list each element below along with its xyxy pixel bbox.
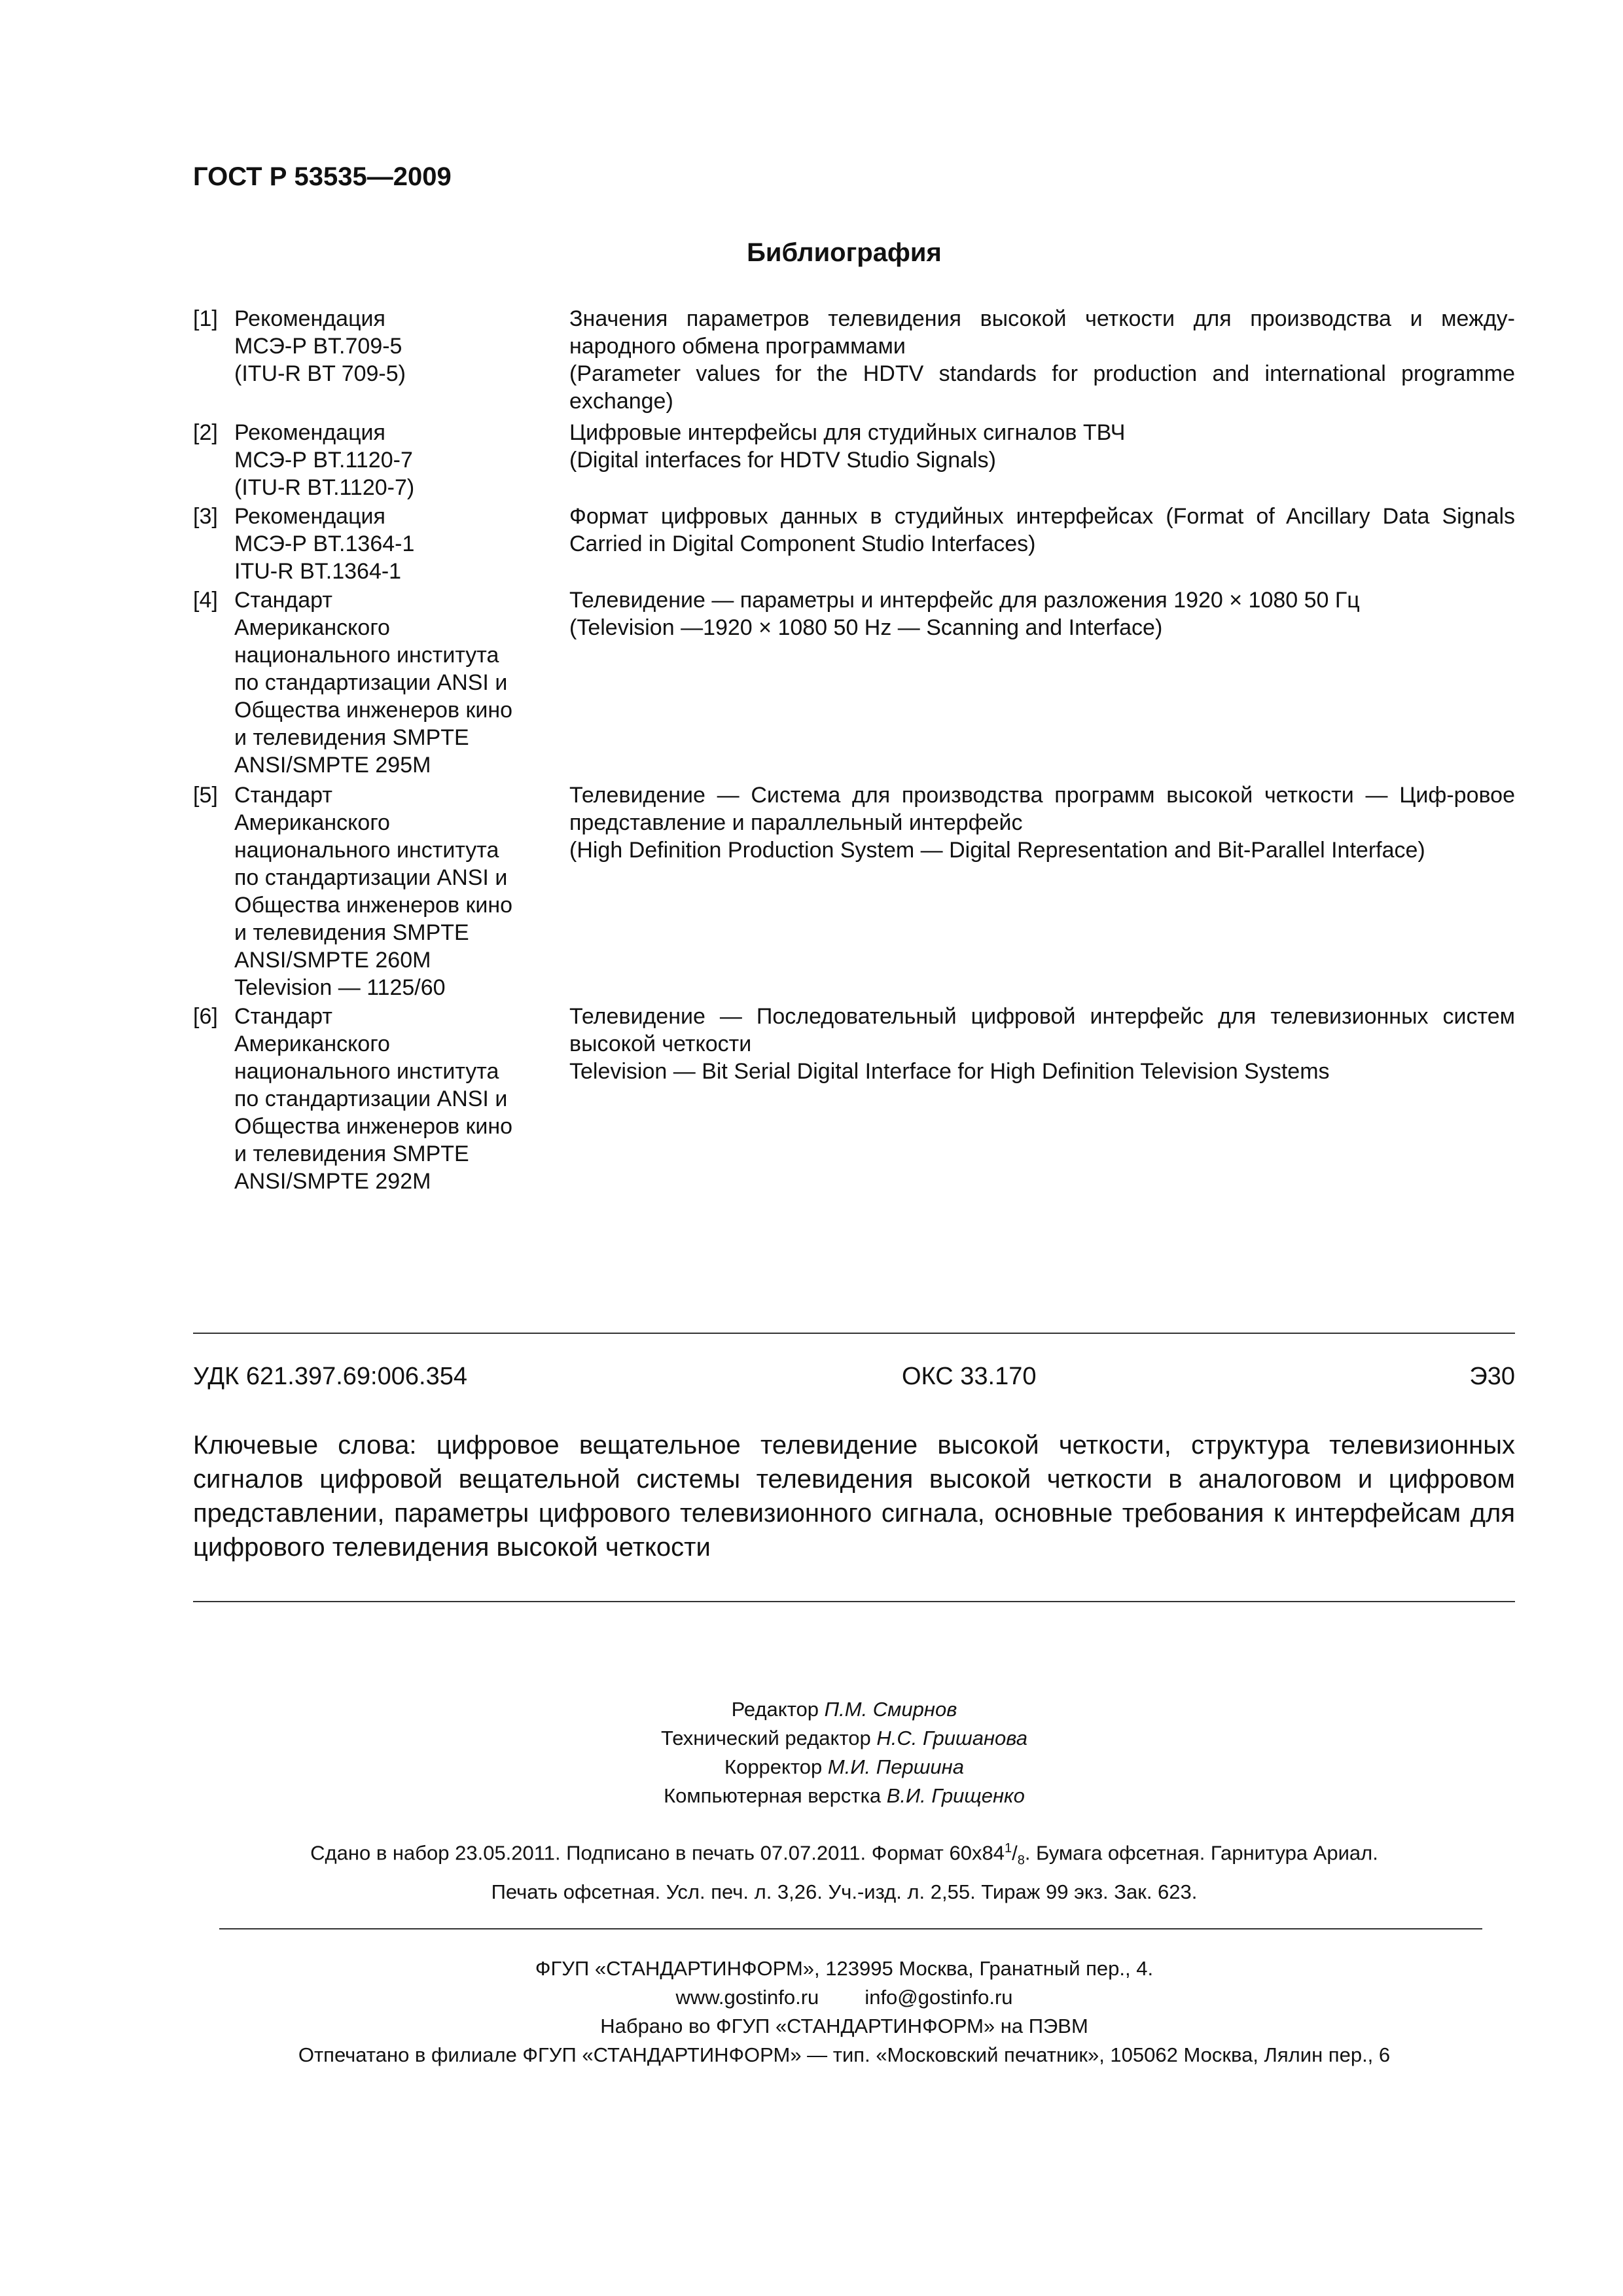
publisher-divider xyxy=(219,1928,1482,1929)
print-info-text: Сдано в набор 23.05.2011. Подписано в печать 07.07.2011. Формат 60х84 xyxy=(310,1841,1005,1865)
staff-role: Корректор xyxy=(724,1755,823,1778)
staff-name: М.И. Першина xyxy=(827,1755,964,1778)
staff-row-tech-editor xyxy=(0,1724,1623,1753)
entry-source: Стандарт Американского национального института по стандартизации ANSI и Общества инженеров кино и телевидения SMPTE ANSI/SMPTE 292M xyxy=(234,1004,513,1194)
entry-description xyxy=(569,305,1515,415)
publisher-address: ФГУП «СТАНДАРТИНФОРМ», 123995 Москва, Гранатный пер., 4. xyxy=(535,1957,1154,1980)
staff-role: Компьютерная верстка xyxy=(664,1784,882,1807)
entry-source: Рекомендация МСЭ-Р BT.709-5 (ITU-R BT 709-5) xyxy=(234,306,406,386)
format-fraction-denominator: 8 xyxy=(1017,1853,1025,1868)
entry-description-line: (Digital interfaces for HDTV Studio Signals) xyxy=(569,448,996,473)
udk-code: УДК 621.397.69:006.354 xyxy=(193,1363,467,1390)
print-info-line-2: Печать офсетная. Усл. печ. л. 3,26. Уч.-изд. л. 2,55. Тираж 99 экз. Зак. 623. xyxy=(491,1880,1198,1903)
entry-number: [6] xyxy=(193,1004,218,1029)
staff-name: П.М. Смирнов xyxy=(824,1698,957,1721)
entry-description xyxy=(569,781,1515,864)
entry-source: Рекомендация МСЭ-Р BT.1120-7 (ITU-R BT.1120-7) xyxy=(234,420,415,500)
entry-source: Рекомендация МСЭ-Р BT.1364-1 ITU-R BT.1364-1 xyxy=(234,504,415,584)
staff-role: Технический редактор xyxy=(661,1727,871,1749)
entry-description-line: Цифровые интерфейсы для студийных сигналов ТВЧ xyxy=(569,420,1126,445)
entry-description xyxy=(569,503,1515,558)
typeset-note: Набрано во ФГУП «СТАНДАРТИНФОРМ» на ПЭВМ xyxy=(600,2015,1088,2037)
staff-row-layout xyxy=(0,1782,1623,1810)
entry-number: [3] xyxy=(193,504,218,529)
publisher-contacts xyxy=(0,1983,1623,2012)
entry-description xyxy=(569,419,1515,474)
print-info xyxy=(0,1833,1623,1908)
category-code: Э30 xyxy=(1469,1363,1515,1390)
entry-number: [4] xyxy=(193,588,218,613)
format-fraction-numerator: 1 xyxy=(1004,1841,1012,1856)
entry-description-line: Телевидение — Система для производства программ высокой четкости — Циф-ровое представление и параллельный интерфейс xyxy=(569,783,1515,835)
keywords-paragraph: Ключевые слова: цифровое вещательное телевидение высокой четкости, структура телевизионных сигналов цифровой вещательной системы телевидения высокой четкости в аналоговом и цифровом представлении, параметры цифрового телевизионного сигнала, основные требования к интерфейсам для цифрового телевидения высокой четкости xyxy=(193,1431,1515,1562)
entry-description-line: Значения параметров телевидения высокой четкости для производства и между-народного обмена программами xyxy=(569,306,1515,359)
top-divider xyxy=(193,1333,1515,1334)
entry-number: [1] xyxy=(193,306,218,331)
entry-source: Стандарт Американского национального института по стандартизации ANSI и Общества инженеров кино и телевидения SMPTE ANSI/SMPTE 260M Television — 1125/60 xyxy=(234,783,513,1000)
entry-description-line: Формат цифровых данных в студийных интерфейсах (Format of Ancillary Data Signals Carried in Digital Component Studio Interfaces) xyxy=(569,504,1515,556)
website-link[interactable]: www.gostinfo.ru xyxy=(675,1986,819,2009)
staff-credits xyxy=(0,1695,1623,1810)
entry-description-line: Television — Bit Serial Digital Interface for High Definition Television Systems xyxy=(569,1059,1330,1084)
entry-description-line: Телевидение — Последовательный цифровой интерфейс для телевизионных систем высокой четкости xyxy=(569,1004,1515,1056)
entry-source: Стандарт Американского национального института по стандартизации ANSI и Общества инженеров кино и телевидения SMPTE ANSI/SMPTE 295M xyxy=(234,588,513,778)
staff-row-editor xyxy=(0,1695,1623,1724)
bibliography-title: Библиография xyxy=(747,238,942,267)
entry-description-line: (High Definition Production System — Digital Representation and Bit-Parallel Interface) xyxy=(569,838,1425,863)
entry-number: [2] xyxy=(193,420,218,445)
print-info-text: . Бумага офсетная. Гарнитура Ариал. xyxy=(1024,1841,1378,1865)
staff-name: Н.С. Гришанова xyxy=(876,1727,1027,1749)
entry-description xyxy=(569,1003,1515,1085)
email-link[interactable]: info@gostinfo.ru xyxy=(865,1986,1013,2009)
printed-note: Отпечатано в филиале ФГУП «СТАНДАРТИНФОРМ» — тип. «Московский печатник», 105062 Москва, Лялин пер., 6 xyxy=(298,2043,1391,2066)
oks-code: ОКС 33.170 xyxy=(902,1363,1037,1390)
print-info-line-1: Сдано в набор 23.05.2011. Подписано в печать 07.07.2011. Формат $60х84^1/_8$. Бумага офсетная. Гарнитура Ариал. xyxy=(310,1841,1378,1868)
publisher-block xyxy=(0,1954,1623,2070)
staff-row-proofreader xyxy=(0,1753,1623,1782)
entry-description-line: (Television —1920 × 1080 50 Hz — Scanning and Interface) xyxy=(569,615,1163,640)
entry-number: [5] xyxy=(193,783,218,808)
entry-description xyxy=(569,586,1515,641)
standard-code-header: ГОСТ Р 53535—2009 xyxy=(193,162,452,191)
bottom-divider xyxy=(193,1601,1515,1602)
staff-name: В.И. Грищенко xyxy=(886,1784,1025,1807)
entry-description-line: Телевидение — параметры и интерфейс для разложения 1920 × 1080 50 Гц xyxy=(569,588,1360,613)
entry-description-line: (Parameter values for the HDTV standards for production and international programme exchange) xyxy=(569,361,1515,414)
staff-role: Редактор xyxy=(731,1698,819,1721)
